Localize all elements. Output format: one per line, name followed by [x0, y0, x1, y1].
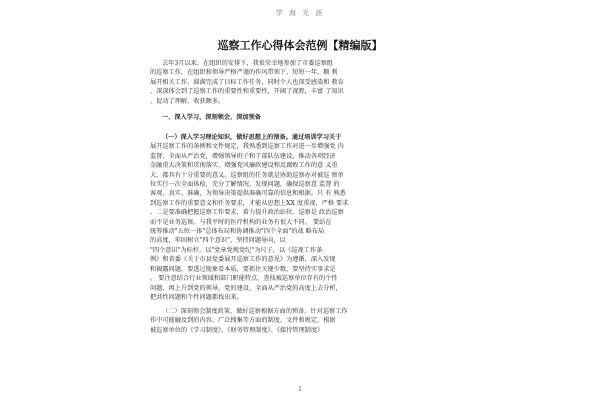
text-line: 把共性问题和个性问题都找出来。	[150, 293, 243, 301]
text-line: 监督、全面从严治党，增强领导班子和干部队伍建设，推动各项经济	[150, 152, 336, 160]
text-line: 例》和省委《关于市县党委展开巡察工作的意见》为遵循，深入发现	[150, 256, 336, 264]
section-heading	[150, 113, 452, 122]
text-line: 展开巡察工作的条例和文件规定，我熟悉到巡察工作对进一步增强党 内	[150, 143, 344, 151]
section1-paragraph	[150, 133, 452, 302]
text-line: 被巡察单位的《学习制度》、《财务管理制度》、《接待管理制度》	[150, 326, 324, 334]
text-line: 作中可能触及到的内容，广泛搜集等方面的制度、文件和规定，根据	[150, 317, 336, 325]
text-line: 位实行一次全面体检，充分了解情况，发现问题，确保巡察意 监督 的	[150, 181, 340, 189]
page-header: 学 海 无 涯	[275, 9, 325, 17]
text-line: "四个意识"为标杆，以"党章党规党纪"为尺子，以《巡视工作条	[150, 246, 323, 254]
intro-paragraph	[150, 59, 452, 106]
text-line: 金融重大决策和贯彻落实、增强党风廉政建设和反腐败工作的意 义重	[150, 162, 338, 170]
page-number: 1	[298, 386, 302, 393]
text-line: （二）深刻领会制度政策，做好巡察根据方面的预备。针对巡察工作	[162, 308, 348, 315]
text-line: 和揭露问题，要透过现象看本质，要抓住关键少数，要坚持实事求是	[150, 265, 336, 273]
text-line: ，促动了理解，收获颇多。	[150, 97, 225, 105]
text-line: 。 要注意结合行业领域和部门职能特点，查找被巡察单位存有的个性	[150, 275, 338, 283]
section2-paragraph	[150, 307, 452, 335]
document-title: 巡察工作心得体会范例【精编版】	[217, 39, 383, 52]
text-line: 。二是要准确把握巡察工作要求，着力提升政治站位。巡察是 政治巡察	[150, 209, 344, 217]
text-line: 统筹推动"五位一体"总体布局和协调推动"四个全面"的战 略布局	[150, 228, 325, 236]
text-line: 的高度，牢固树立"四个意识"，坚持问题导向，以	[150, 237, 286, 245]
text-line: 到巡察工作的重要意义和任务要求，才能从思想上XX 度重视，严格 要求	[150, 199, 349, 207]
text-line: 去年3月以来，在组织的安排下，我很荣幸地参加了市委巡察组	[162, 60, 333, 67]
text-line: 的巡察工作，在组织和领导严格严谨的作风带领下，短短一年，顺 利	[150, 69, 338, 77]
text-line: 展开相关工作，圆满完成了目标工作任务，同时个人也深受感染和 教育	[150, 78, 344, 86]
text-line: 大，都具有十分重要的意义。巡察组的任务就是协助巡察办对被巡 察单	[150, 171, 344, 179]
text-line: 客观、真实、准确，为领导决策提供准确可靠的信息和根据。只 有 熟悉	[150, 190, 346, 198]
text-line: （一）深入学习理论知识，做好思想上的预备。通过培训学习关于	[162, 134, 342, 141]
text-line: ，深深体会到了巡察工作的重要性和重要性，开阔了视野，丰富 了知识	[150, 88, 344, 96]
text-line: 而不是业务巡察。与我平时的医疗机构的业务有很大不同。 要站在	[150, 218, 332, 226]
text-line: 问题，再上升到党的领导、党的建设、全面从严治党的高度上去分析，	[150, 284, 342, 292]
section1-heading: 一、深入学习，深刻领会，深加预备	[162, 114, 261, 121]
